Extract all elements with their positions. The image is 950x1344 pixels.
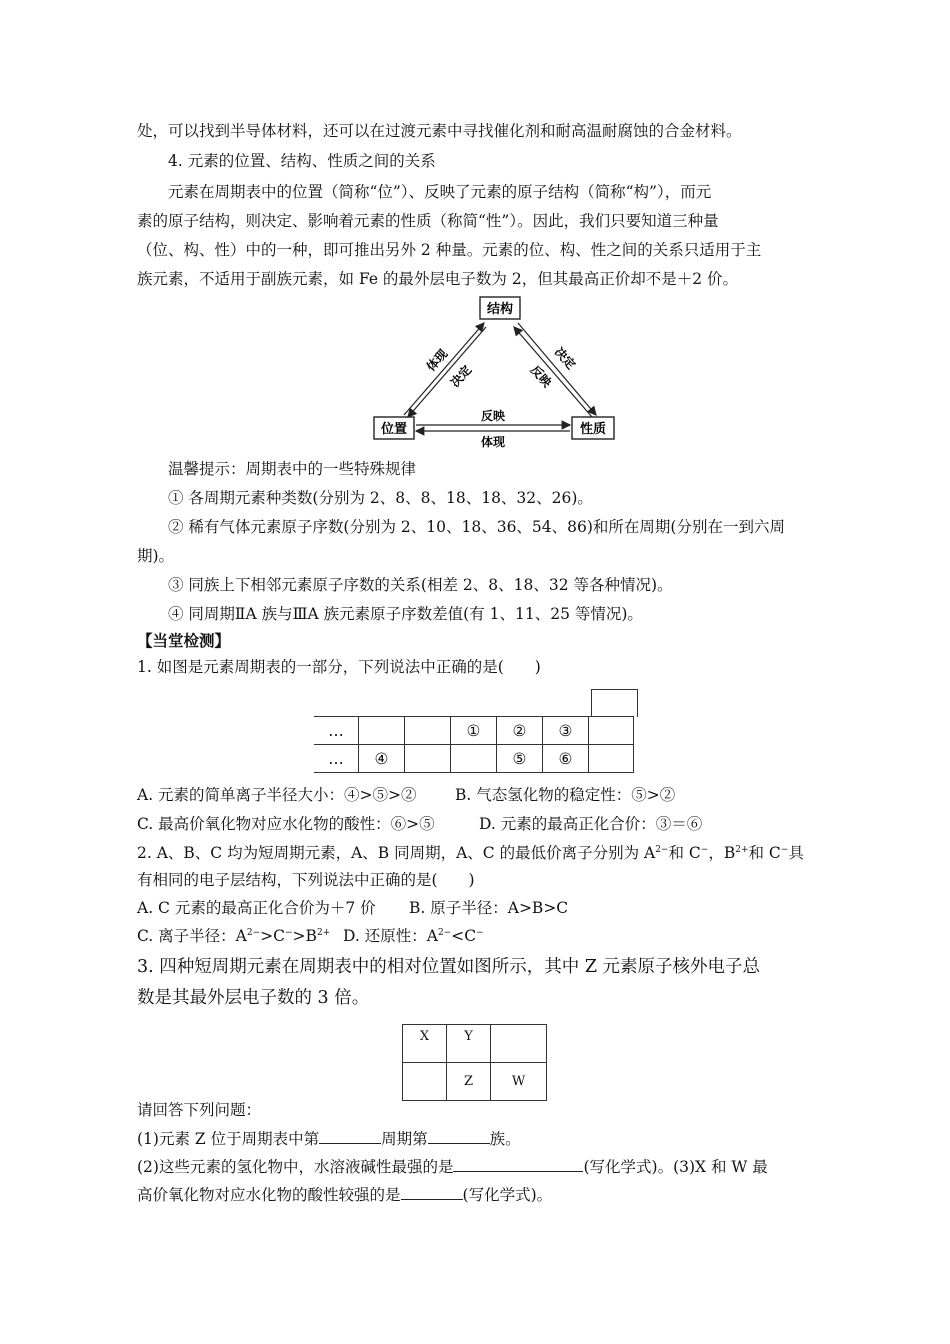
text-line: （位、构、性）中的一种，即可推出另外 2 种量。元素的位、构、性之间的关系只适用于主 xyxy=(137,241,762,259)
q3-sub-1 xyxy=(137,1127,521,1150)
text-line: 处，可以找到半导体材料，还可以在过渡元素中寻找催化剂和耐高温耐腐蚀的合金材料。 xyxy=(137,122,742,140)
q2-stem-cont: 有相同的电子层结构，下列说法中正确的是( ) xyxy=(137,871,475,889)
zt-cell: Z xyxy=(447,1063,491,1101)
q2-option-c xyxy=(137,925,330,947)
zt-cell xyxy=(491,1025,547,1063)
q2-text: >C xyxy=(260,927,285,945)
q2-sup: 2− xyxy=(437,928,452,938)
text-line: 元素在周期表中的位置（简称“位”）、反映了元素的原子结构（简称“构”），而元 xyxy=(168,183,712,201)
subheading-4: 4. 元素的位置、结构、性质之间的关系 xyxy=(168,152,436,170)
answer-blank-period[interactable] xyxy=(319,1127,381,1144)
q2-text: C. 离子半径：A xyxy=(137,927,247,945)
node-position: 位置 xyxy=(380,422,408,437)
q2-option-a: A. C 元素的最高正化合价为＋7 价 xyxy=(137,899,376,917)
node-structure: 结构 xyxy=(486,302,514,317)
tip-4: ④ 同周期ⅡA 族与ⅢA 族元素原子序数差值(有 1、11、25 等情况)。 xyxy=(168,605,643,623)
q2-sup: − xyxy=(285,928,293,938)
pt-cell: ③ xyxy=(543,717,589,745)
q2-sup: 2− xyxy=(655,845,669,855)
q2-text: 和 C xyxy=(668,844,701,862)
label-bottom-top: 反映 xyxy=(480,409,506,423)
pt-cell: ⑥ xyxy=(543,745,589,773)
q1-option-c: C. 最高价氧化物对应水化物的酸性：⑥>⑤ xyxy=(137,815,435,833)
zt-cell: X xyxy=(403,1025,447,1063)
pt-cell xyxy=(589,717,634,745)
q3-text: (写化学式)。(3)X 和 W 最 xyxy=(583,1158,768,1176)
q3-sub-2 xyxy=(137,1155,768,1178)
q2-sup: − xyxy=(780,845,789,855)
q2-option-b: B. 原子半径：A>B>C xyxy=(409,899,569,917)
q2-option-d xyxy=(343,925,484,947)
pt-cell: … xyxy=(314,745,359,773)
zt-cell: W xyxy=(491,1063,547,1101)
pt-cell: ① xyxy=(451,717,497,745)
q1-option-b: B. 气态氢化物的稳定性：⑤>② xyxy=(455,786,676,804)
answer-blank-hydride[interactable] xyxy=(453,1155,583,1172)
q3-text: 族。 xyxy=(489,1130,521,1148)
q2-text: 2. A、B、C 均为短周期元素，A、B 同周期，A、C 的最低价离子分别为 A xyxy=(137,844,656,862)
zt-cell xyxy=(403,1063,447,1101)
periodic-table-fragment xyxy=(314,716,634,773)
label-right-inner: 反映 xyxy=(527,362,555,390)
q3-text: 高价氧化物对应水化物的酸性较强的是 xyxy=(137,1186,401,1204)
q1-option-d: D. 元素的最高正化合价：③＝⑥ xyxy=(479,815,703,833)
q2-text: D. 还原性：A xyxy=(343,927,438,945)
label-left-inner: 决定 xyxy=(447,362,475,390)
q2-sup: − xyxy=(700,845,709,855)
q2-sup: 2− xyxy=(246,928,261,938)
q3-ask: 请回答下列问题： xyxy=(137,1101,262,1119)
label-left-outer: 体现 xyxy=(423,346,451,374)
answer-blank-acid[interactable] xyxy=(401,1183,463,1200)
q2-text: 具 xyxy=(788,844,804,862)
section-heading: 【当堂检测】 xyxy=(137,632,231,650)
tip-2: ② 稀有气体元素原子序数(分别为 2、10、18、36、54、86)和所在周期(分别在一到六周 xyxy=(168,518,785,536)
q2-sup: 2+ xyxy=(316,928,331,938)
q2-text: <C xyxy=(451,927,477,945)
tip-3: ③ 同族上下相邻元素原子序数的关系(相差 2、8、18、32 等各种情况)。 xyxy=(168,576,673,594)
q2-sup: − xyxy=(476,928,484,938)
q3-stem: 3. 四种短周期元素在周期表中的相对位置如图所示，其中 Z 元素原子核外电子总 xyxy=(137,957,761,977)
text-line: 族元素，不适用于副族元素，如 Fe 的最外层电子数为 2，但其最高正价却不是＋2 价。 xyxy=(137,270,739,288)
q3-text: (2)这些元素的氢化物中，水溶液碱性最强的是 xyxy=(137,1158,454,1176)
q3-text: 周期第 xyxy=(381,1130,428,1148)
pt-cell xyxy=(451,745,497,773)
label-bottom-bottom: 体现 xyxy=(480,435,506,449)
q2-text: >B xyxy=(292,927,317,945)
q1-option-a: A. 元素的简单离子半径大小：④>⑤>② xyxy=(137,786,417,804)
q2-stem xyxy=(137,842,804,864)
pt-cell xyxy=(589,745,634,773)
q2-text: ，B xyxy=(708,844,736,862)
q3-stem-cont: 数是其最外层电子数的 3 倍。 xyxy=(137,988,370,1008)
q2-text: 和 C xyxy=(748,844,781,862)
tips-title: 温馨提示：周期表中的一些特殊规律 xyxy=(168,460,417,478)
q3-sub-3 xyxy=(137,1183,552,1206)
pt-cell xyxy=(405,745,451,773)
pt-cell: ⑤ xyxy=(497,745,543,773)
pt-cell xyxy=(359,717,405,745)
pt-top-cell xyxy=(591,689,638,717)
zt-cell: Y xyxy=(447,1025,491,1063)
answer-blank-group[interactable] xyxy=(428,1127,490,1144)
q3-text: (1)元素 Z 位于周期表中第 xyxy=(137,1130,320,1148)
tip-2-cont: 期)。 xyxy=(137,547,175,565)
element-position-table xyxy=(402,1024,547,1101)
text-line: 素的原子结构，则决定、影响着元素的性质（称简“性”）。因此，我们只要知道三种量 xyxy=(137,212,719,230)
relationship-diagram xyxy=(360,293,630,453)
tip-1: ① 各周期元素种类数(分别为 2、8、8、18、18、32、26)。 xyxy=(168,489,593,507)
q3-text: (写化学式)。 xyxy=(462,1186,553,1204)
pt-cell xyxy=(405,717,451,745)
q1-stem: 1. 如图是元素周期表的一部分，下列说法中正确的是( ) xyxy=(137,658,541,676)
pt-cell: ② xyxy=(497,717,543,745)
q2-sup: 2+ xyxy=(735,845,749,855)
node-property: 性质 xyxy=(579,422,607,437)
pt-cell: … xyxy=(314,717,359,745)
pt-cell: ④ xyxy=(359,745,405,773)
label-right-outer: 决定 xyxy=(551,344,579,372)
